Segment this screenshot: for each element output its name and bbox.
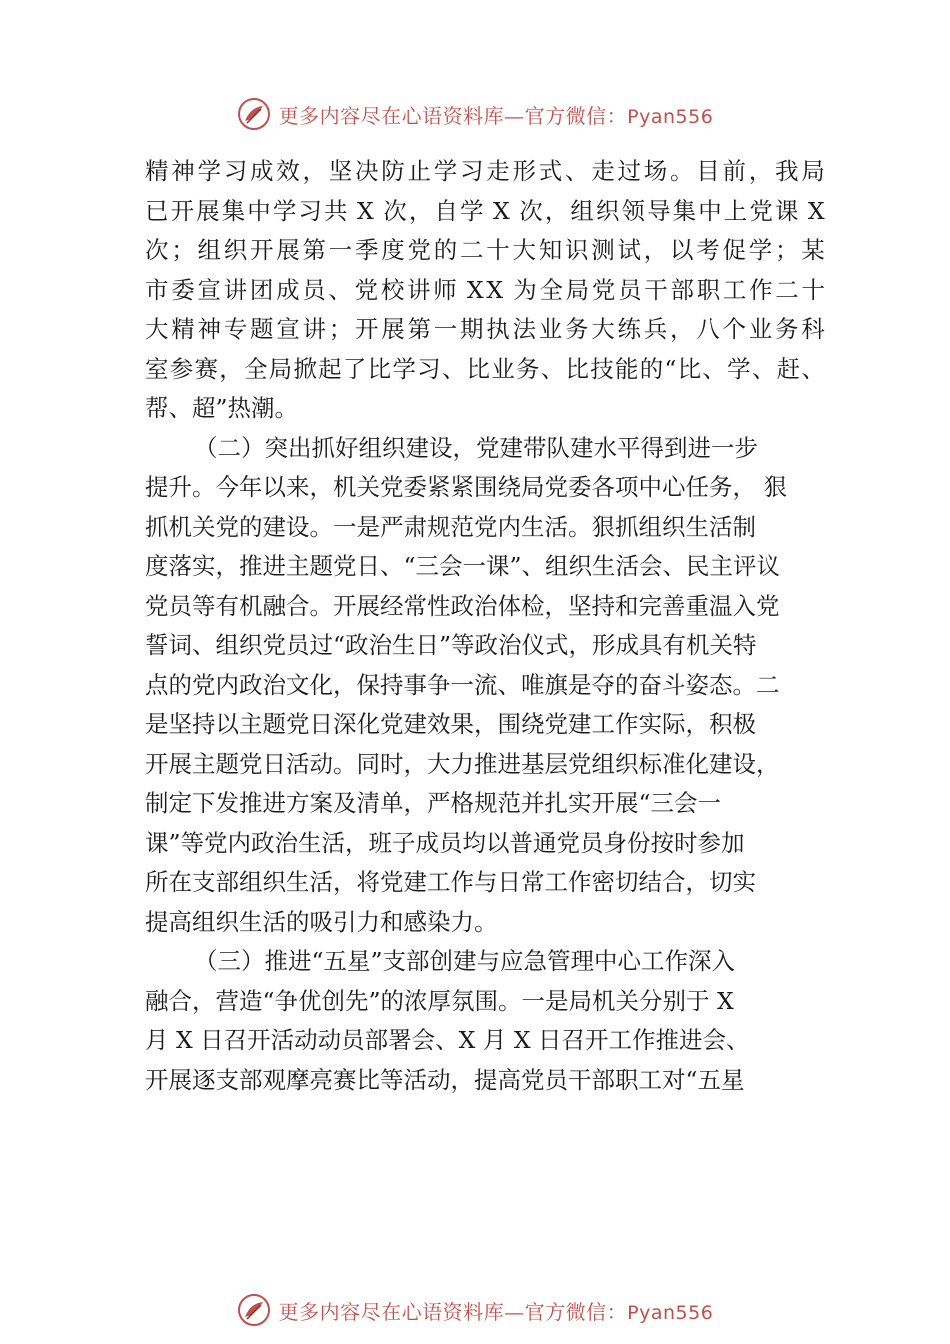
text-line: 帮、超”热潮。	[145, 394, 299, 422]
document-body	[145, 152, 825, 1100]
text-line: 大 精 神 专 题 宣 讲 ； 开 展 第 一 期 执 法 业 务 大 练 兵 ， 八 个 业 务 科	[145, 315, 825, 343]
text-line: 市 委 宣 讲 团 成 员 、 党 校 讲 师 X X 为 全 局 党 员 干 部 职 工 作 二 十	[145, 275, 825, 304]
text-line: 点的党内政治文化，保持事争一流、唯旗是夺的奋斗姿态。二	[145, 670, 780, 699]
text-line: 室 参 赛 ， 全 局 掀 起 了 比 学 习 、 比 业 务 、 比 技 能 的 “ 比 、 学 、 赶 、	[145, 354, 825, 383]
watermark-text: 更多内容尽在心语资料库—官方微信：Pyan556	[278, 103, 714, 128]
watermark-logo-icon	[237, 1293, 271, 1327]
watermark-text: 更多内容尽在心语资料库—官方微信：Pyan556	[278, 1299, 714, 1324]
text-line: 提高组织生活的吸引力和感染力。	[145, 907, 498, 936]
text-line: 是坚持以主题党日深化党建效果，围绕党建工作实际，积极	[145, 710, 756, 738]
text-line: 融合，营造“争优创先”的浓厚氛围。一是局机关分别于 X	[145, 986, 734, 1015]
text-line: 课”等党内政治生活，班子成员均以普通党员身份按时参加	[145, 828, 745, 857]
paragraph-heading-3: （三）推进“五星”支部创建与应急管理中心工作深入	[194, 947, 736, 975]
text-line: 所在支部组织生活，将党建工作与日常工作密切结合，切实	[145, 868, 756, 896]
watermark-logo-icon	[237, 97, 271, 131]
watermark-header	[0, 94, 950, 134]
text-line: 提升。今年以来，机关党委紧紧围绕局党委各项中心任务， 狠	[145, 473, 787, 501]
text-line: 已 开 展 集 中 学 习 共 X 次 ， 自 学 X 次 ， 组 织 领 导 集 中 上 党 课 X	[145, 196, 825, 225]
text-line: 精 神 学 习 成 效 ， 坚 决 防 止 学 习 走 形 式 、 走 过 场 。 目 前 ， 我 局	[145, 157, 825, 185]
text-line: 月 X 日召开活动动员部署会、X 月 X 日召开工作推进会、	[145, 1026, 750, 1054]
text-line: 誓词、组织党员过“政治生日”等政治仪式，形成具有机关特	[145, 631, 757, 659]
text-line: 开展主题党日活动。同时，大力推进基层党组织标准化建设，	[145, 749, 780, 778]
text-line: 党员等有机融合。开展经常性政治体检，坚持和完善重温入党	[145, 591, 780, 620]
text-line: 制定下发推进方案及清单，严格规范并扎实开展“三会一	[145, 789, 722, 817]
paragraph-heading-2: （二）突出抓好组织建设，党建带队建水平得到进一步	[194, 433, 758, 462]
text-line: 度落实，推进主题党日、“三会一课”、组织生活会、民主评议	[145, 552, 781, 580]
text-line: 抓机关党的建设。一是严肃规范党内生活。狠抓组织生活制	[145, 512, 756, 541]
text-line: 开展逐支部观摩亮赛比等活动，提高党员干部职工对“五星	[145, 1065, 745, 1094]
text-line: 次 ； 组 织 开 展 第 一 季 度 党 的 二 十 大 知 识 测 试 ， 以 考 促 学 ； 某	[145, 236, 825, 264]
watermark-footer	[0, 1290, 950, 1330]
